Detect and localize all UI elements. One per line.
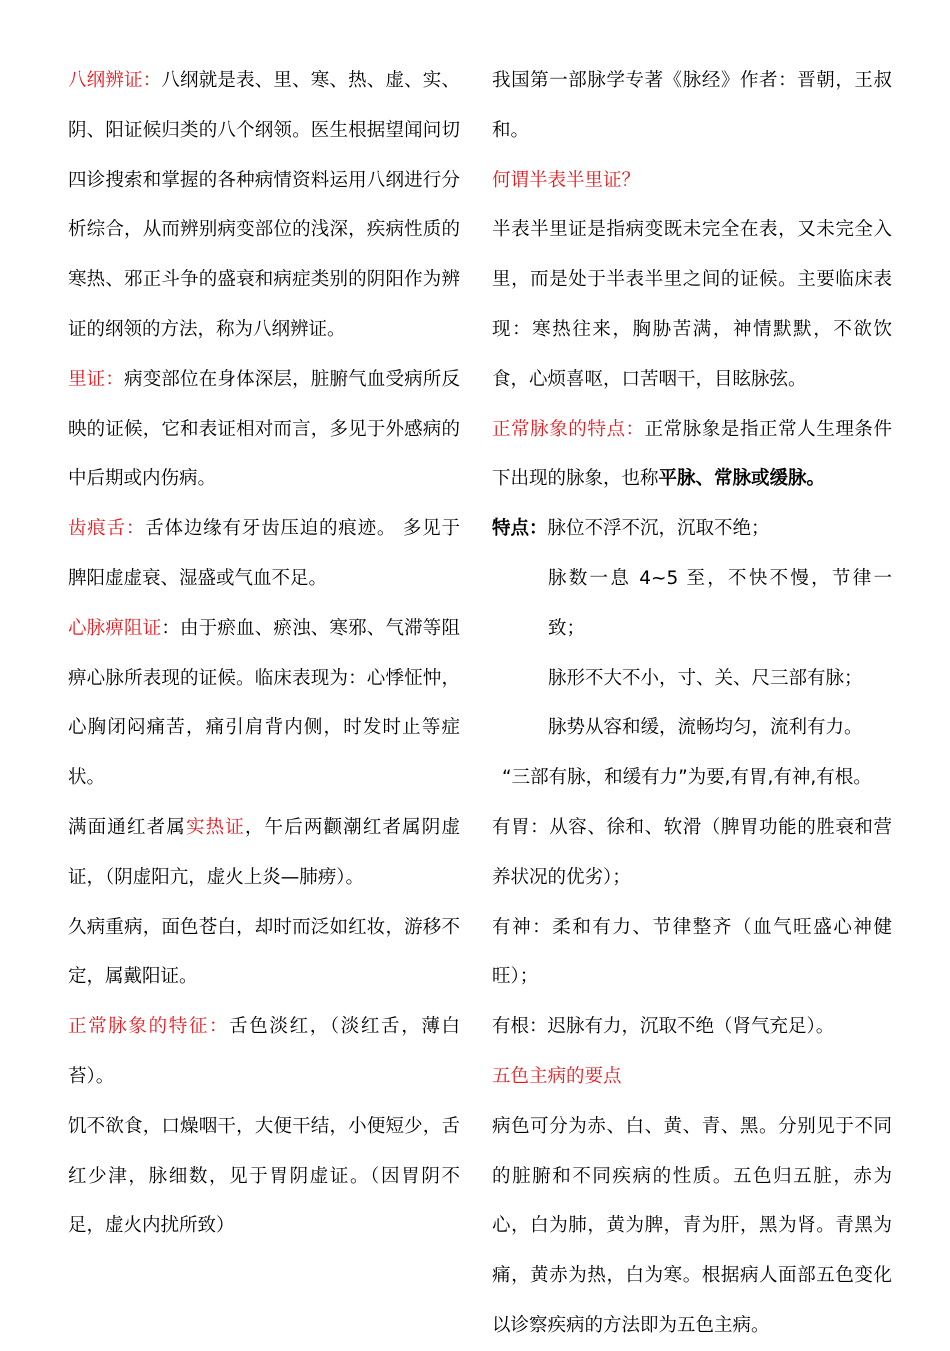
left-column [68,56,460,1251]
xinmai-paragraph [68,604,460,803]
tedian-heading: 正常脉象的特点： [492,418,645,440]
jiubing-paragraph: 久病重病，面色苍白，却时而泛如红妆，游移不定，属戴阳证。 [68,916,460,988]
te-line-4: 脉势从容和缓，流畅均匀，流利有力。 [548,717,863,739]
manmian-text-pre: 满面通红者属 [68,816,186,838]
chihen-text: 舌体边缘有牙齿压迫的痕迹。 多见于脾阳虚虚衰、湿盛或气血不足。 [68,518,460,589]
tedian-paragraph [492,405,892,505]
right-column [492,56,892,1351]
sanbu-paragraph: “三部有脉，和缓有力”为要,有胃,有神,有根。 [502,767,872,789]
wuse-heading: 五色主病的要点 [492,1065,622,1087]
xinmai-heading: 心脉痹阻证 [68,617,162,639]
manmian-text-post: ，午后两颧潮红者属阴虚证，（阴虚阳亢，虚火上炎—肺痨）。 [68,816,460,888]
te-line-3: 脉形不大不小，寸、关、尺三部有脉； [548,667,863,689]
bagang-text: 八纲就是表、里、寒、热、虚、实、阴、阳证候归类的八个纲领。医生根据望闻问切四诊搜索和掌握的各种病情资料运用八纲进行分析综合，从而辨别病变部位的浅深，疾病性质的寒热、邪正斗争的盛衰和病症类别的阴阳作为辨证的纲领的方法，称为八纲辨证。 [68,70,460,340]
tedian-text: 正常脉象是指正常人生理条件下出现的脉象，也称 [492,418,892,490]
shirezheng-term: 实热证 [185,816,245,838]
zhengchang-paragraph [68,1002,460,1102]
youshen-paragraph: 有神：柔和有力、节律整齐（血气旺盛心神健旺）； [492,916,892,988]
youwei-paragraph: 有胃：从容、徐和、软滑（脾胃功能的胜衰和营养状况的优劣）； [492,816,892,888]
zhengchang-heading: 正常脉象的特征： [68,1016,230,1038]
te-label: 特点： [492,518,548,540]
bagang-heading: 八纲辨证： [68,70,162,91]
yougen-paragraph: 有根：迟脉有力，沉取不绝（肾气充足）。 [492,1016,835,1038]
wuse-paragraph: 病色可分为赤、白、黄、青、黑。分别见于不同的脏腑和不同疾病的性质。五色归五脏，赤为心，白为肺，黄为脾，青为肝，黑为肾。青黑为痛，黄赤为热，白为寒。根据病人面部五色变化以诊察疾病的方法即为五色主病。 [492,1115,892,1336]
lizheng-paragraph [68,355,460,504]
jibu-paragraph: 饥不欲食，口燥咽干，大便干结，小便短少，舌红少津，脉细数，见于胃阴虚证。（因胃阴不足，虚火内扰所致） [68,1115,460,1237]
te-line-1-text: 脉位不浮不沉，沉取不绝； [547,518,770,540]
zhengchang-text: 舌色淡红，（淡红舌，薄白苔）。 [68,1016,460,1087]
te-line-2: 脉数一息 4~5 至，不快不慢，节律一致； [548,567,892,639]
lizheng-text: 病变部位在身体深层，脏腑气血受病所反映的证候，它和表证相对而言，多见于外感病的中后期或内伤病。 [68,368,460,490]
maijing-paragraph: 我国第一部脉学专著《脉经》作者：晋朝，王叔和。 [492,70,892,141]
tedian-bold-term: 平脉、常脉或缓脉。 [658,468,826,490]
manmian-paragraph [68,803,460,903]
xinmai-text: ：由于瘀血、瘀浊、寒邪、气滞等阻痹心脉所表现的证候。临床表现为：心悸怔忡，心胸闭闷痛苦，痛引肩背内侧，时发时止等症状。 [68,617,460,789]
bagang-paragraph [68,56,460,355]
lizheng-heading: 里证： [68,368,125,390]
chihen-paragraph [68,504,460,604]
chihen-heading: 齿痕舌： [68,518,146,540]
banbiao-heading: 何谓半表半里证？ [492,169,641,191]
banbiao-paragraph: 半表半里证是指病变既未完全在表，又未完全入里，而是处于半表半里之间的证候。主要临床表现：寒热往来，胸胁苦满，神情默默，不欲饮食，心烦喜呕，口苦咽干，目眩脉弦。 [492,219,892,390]
te-line-1 [492,504,892,554]
